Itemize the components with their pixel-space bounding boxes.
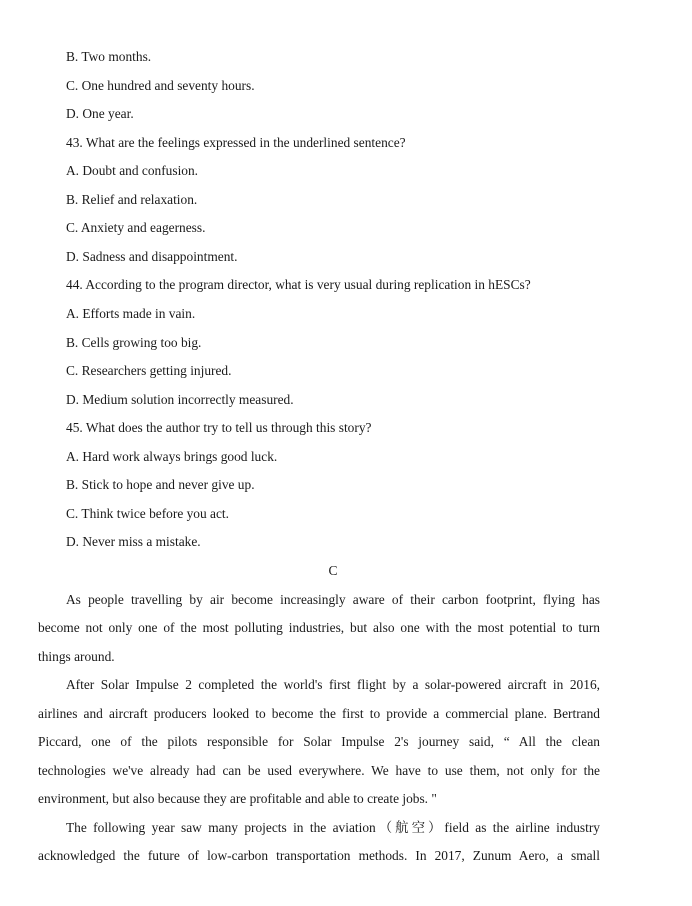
q43-option-c: C. Anxiety and eagerness.: [66, 220, 206, 235]
q44-option-d: D. Medium solution incorrectly measured.: [66, 392, 294, 407]
section-heading: C: [328, 563, 338, 578]
passage-line: acknowledged the future of low-carbon transportation methods. In 2017, Zunum Aero, a small: [38, 848, 600, 863]
q44-option-c: C. Researchers getting injured.: [66, 363, 232, 378]
passage-line: Piccard, one of the pilots responsible for Solar Impulse 2's journey said, “ All the clean: [38, 734, 600, 749]
q45-option-b: B. Stick to hope and never give up.: [66, 477, 255, 492]
q44-question: 44. According to the program director, what is very usual during replication in hESCs?: [66, 277, 531, 292]
q42-option-c: C. One hundred and seventy hours.: [66, 78, 255, 93]
q43-option-d: D. Sadness and disappointment.: [66, 249, 238, 264]
q43-option-b: B. Relief and relaxation.: [66, 192, 198, 207]
passage-line: things around.: [38, 649, 115, 664]
passage-line: The following year saw many projects in the aviation（航空）field as the airline industry: [66, 820, 600, 835]
q43-option-a: A. Doubt and confusion.: [66, 163, 199, 178]
q44-option-b: B. Cells growing too big.: [66, 335, 202, 350]
passage-line: environment, but also because they are profitable and able to create jobs. ": [38, 791, 437, 806]
q43-question: 43. What are the feelings expressed in the underlined sentence?: [66, 135, 406, 150]
passage-line: technologies we've already had can be used everywhere. We have to use them, not only for the: [38, 763, 600, 778]
q45-question: 45. What does the author try to tell us through this story?: [66, 420, 372, 435]
q42-option-b: B. Two months.: [66, 49, 152, 64]
passage-line: As people travelling by air become increasingly aware of their carbon footprint, flying has: [66, 592, 600, 607]
q45-option-c: C. Think twice before you act.: [66, 506, 229, 521]
passage-line: become not only one of the most polluting industries, but also one with the most potential to turn: [38, 620, 600, 635]
passage-line: After Solar Impulse 2 completed the world's first flight by a solar-powered aircraft in 2016,: [66, 677, 600, 692]
q45-option-a: A. Hard work always brings good luck.: [66, 449, 278, 464]
passage-line: airlines and aircraft producers looked to become the first to provide a commercial plane. Bertrand: [38, 706, 600, 721]
q42-option-d: D. One year.: [66, 106, 134, 121]
q44-option-a: A. Efforts made in vain.: [66, 306, 196, 321]
q45-option-d: D. Never miss a mistake.: [66, 534, 201, 549]
